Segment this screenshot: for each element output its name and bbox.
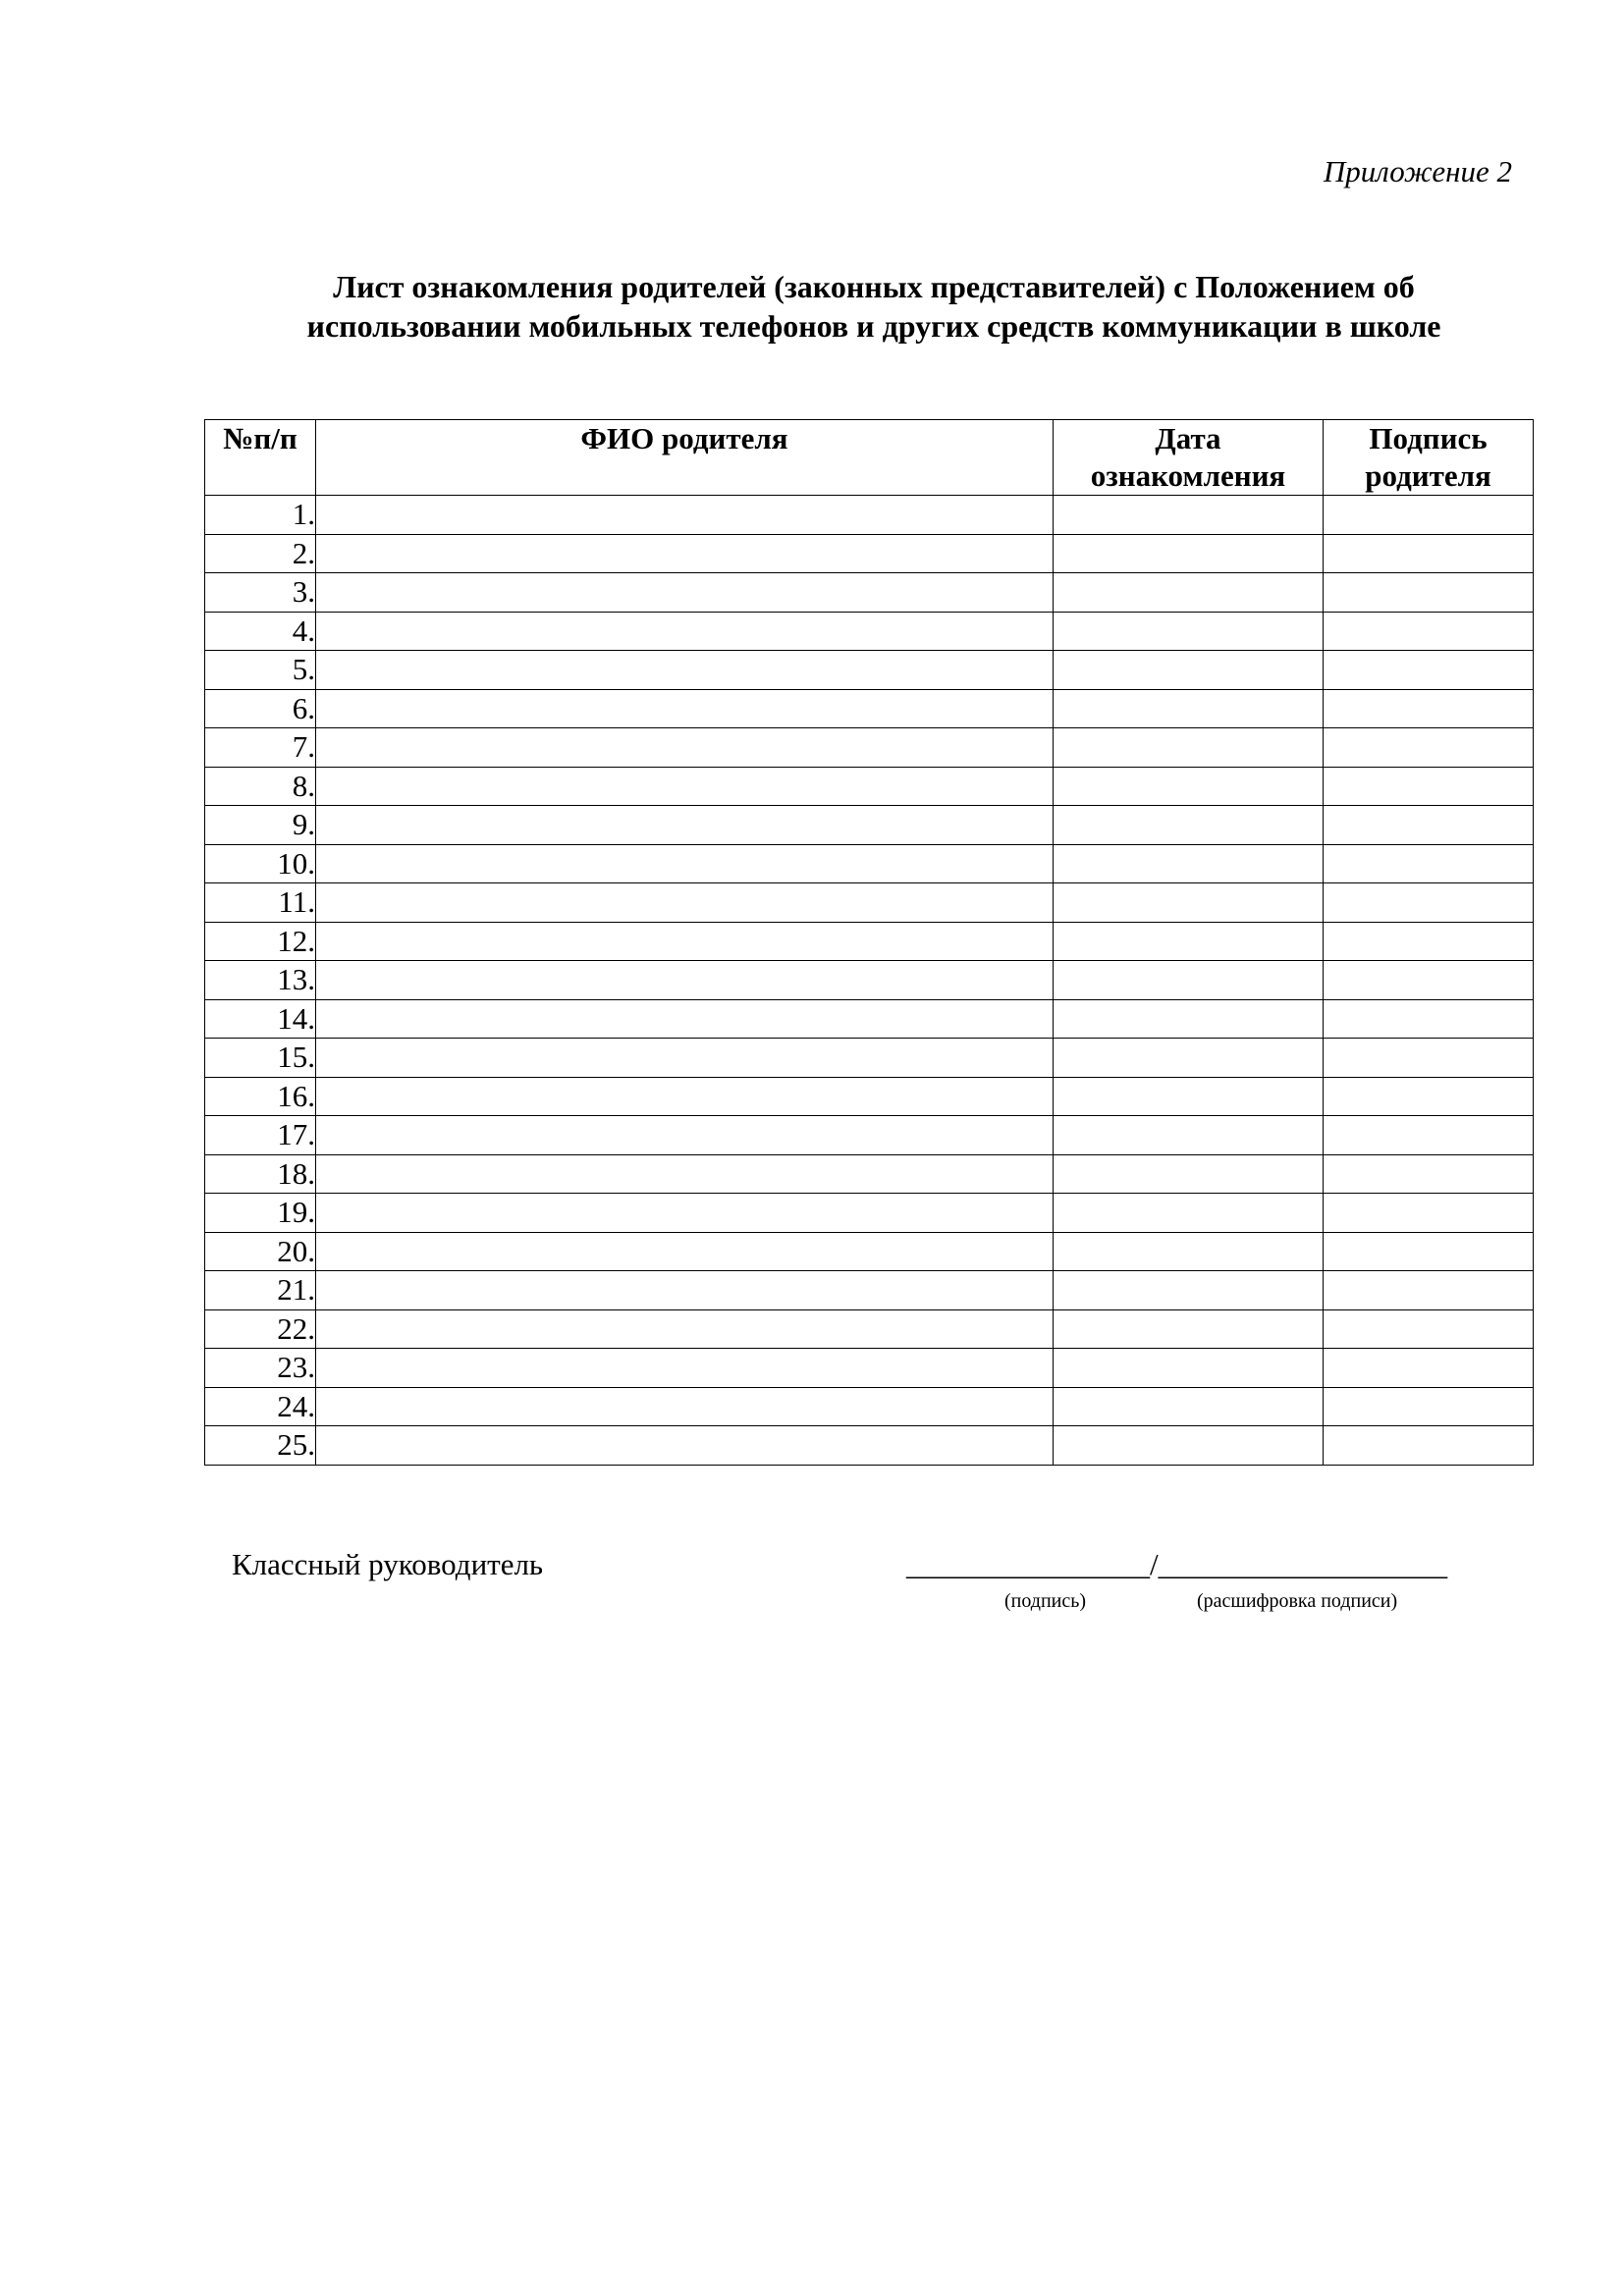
date-cell	[1054, 1349, 1324, 1388]
row-number: 18.	[205, 1154, 316, 1194]
signature-cell	[1324, 1309, 1534, 1349]
signature-cell	[1324, 844, 1534, 883]
row-number: 22.	[205, 1309, 316, 1349]
signature-cell	[1324, 767, 1534, 806]
row-number: 11.	[205, 883, 316, 923]
parent-name-cell	[316, 806, 1054, 845]
table-row	[205, 1039, 1534, 1078]
row-number: 6.	[205, 689, 316, 728]
row-number: 7.	[205, 728, 316, 768]
date-cell	[1054, 883, 1324, 923]
signature-cell	[1324, 1116, 1534, 1155]
date-cell	[1054, 767, 1324, 806]
date-cell	[1054, 496, 1324, 535]
table-row	[205, 1116, 1534, 1155]
signature-cell	[1324, 1426, 1534, 1466]
signature-cell	[1324, 1077, 1534, 1116]
parent-name-cell	[316, 651, 1054, 690]
parent-name-cell	[316, 1039, 1054, 1078]
date-cell	[1054, 999, 1324, 1039]
appendix-label: Приложение 2	[1323, 154, 1512, 188]
parent-name-cell	[316, 573, 1054, 613]
date-cell	[1054, 1194, 1324, 1233]
signature-cell	[1324, 1349, 1534, 1388]
table-row	[205, 1349, 1534, 1388]
signature-line: ________________/___________________	[906, 1547, 1448, 1581]
table-row	[205, 1077, 1534, 1116]
header-signature	[1324, 420, 1534, 496]
date-cell	[1054, 573, 1324, 613]
table-row	[205, 1271, 1534, 1310]
date-cell	[1054, 1309, 1324, 1349]
parent-name-cell	[316, 728, 1054, 768]
row-number: 14.	[205, 999, 316, 1039]
signature-cell	[1324, 1232, 1534, 1271]
table-row	[205, 651, 1534, 690]
date-cell	[1054, 689, 1324, 728]
parent-name-cell	[316, 1426, 1054, 1466]
signature-decode-hint: (расшифровка подписи)	[1197, 1590, 1398, 1612]
parent-name-cell	[316, 496, 1054, 535]
signature-hint: (подпись)	[1004, 1590, 1087, 1612]
signature-cell	[1324, 728, 1534, 768]
signature-cell	[1324, 612, 1534, 651]
date-cell	[1054, 1077, 1324, 1116]
table-row	[205, 961, 1534, 1000]
signature-cell	[1324, 496, 1534, 535]
parent-name-cell	[316, 534, 1054, 573]
parent-name-cell	[316, 1387, 1054, 1426]
signature-cell	[1324, 1387, 1534, 1426]
header-signature-line-1: Подпись	[1369, 421, 1488, 455]
date-cell	[1054, 1426, 1324, 1466]
date-cell	[1054, 1039, 1324, 1078]
header-signature-line-2: родителя	[1365, 458, 1491, 493]
table-row	[205, 1232, 1534, 1271]
signature-cell	[1324, 1154, 1534, 1194]
table-row	[205, 922, 1534, 961]
row-number: 8.	[205, 767, 316, 806]
row-number: 1.	[205, 496, 316, 535]
table-row	[205, 1387, 1534, 1426]
row-number: 3.	[205, 573, 316, 613]
table-row	[205, 999, 1534, 1039]
header-date-line-1: Дата	[1155, 421, 1221, 455]
signature-cell	[1324, 1039, 1534, 1078]
table-body	[205, 496, 1534, 1466]
row-number: 13.	[205, 961, 316, 1000]
document-title	[196, 267, 1551, 346]
acknowledgement-table	[204, 419, 1534, 1466]
parent-name-cell	[316, 844, 1054, 883]
date-cell	[1054, 1116, 1324, 1155]
date-cell	[1054, 1387, 1324, 1426]
parent-name-cell	[316, 999, 1054, 1039]
header-date	[1054, 420, 1324, 496]
signature-cell	[1324, 883, 1534, 923]
parent-name-cell	[316, 1232, 1054, 1271]
signature-cell	[1324, 534, 1534, 573]
parent-name-cell	[316, 922, 1054, 961]
header-number: №п/п	[205, 420, 316, 496]
signature-cell	[1324, 689, 1534, 728]
header-date-line-2: ознакомления	[1090, 458, 1286, 493]
table-row	[205, 496, 1534, 535]
table-row	[205, 612, 1534, 651]
row-number: 16.	[205, 1077, 316, 1116]
class-teacher-label: Классный руководитель	[232, 1547, 544, 1581]
parent-name-cell	[316, 961, 1054, 1000]
parent-name-cell	[316, 1309, 1054, 1349]
parent-name-cell	[316, 1077, 1054, 1116]
parent-name-cell	[316, 1194, 1054, 1233]
date-cell	[1054, 961, 1324, 1000]
signature-cell	[1324, 651, 1534, 690]
table-row	[205, 728, 1534, 768]
date-cell	[1054, 1271, 1324, 1310]
parent-name-cell	[316, 883, 1054, 923]
parent-name-cell	[316, 1116, 1054, 1155]
row-number: 2.	[205, 534, 316, 573]
row-number: 17.	[205, 1116, 316, 1155]
parent-name-cell	[316, 1349, 1054, 1388]
parent-name-cell	[316, 689, 1054, 728]
date-cell	[1054, 922, 1324, 961]
table-row	[205, 534, 1534, 573]
signature-cell	[1324, 1194, 1534, 1233]
row-number: 21.	[205, 1271, 316, 1310]
date-cell	[1054, 844, 1324, 883]
date-cell	[1054, 651, 1324, 690]
parent-name-cell	[316, 1271, 1054, 1310]
table-row	[205, 883, 1534, 923]
date-cell	[1054, 612, 1324, 651]
row-number: 12.	[205, 922, 316, 961]
row-number: 4.	[205, 612, 316, 651]
signature-cell	[1324, 961, 1534, 1000]
title-line-2: использовании мобильных телефонов и других средств коммуникации в школе	[306, 308, 1441, 344]
signature-cell	[1324, 922, 1534, 961]
table-row	[205, 689, 1534, 728]
date-cell	[1054, 1232, 1324, 1271]
table-row	[205, 1309, 1534, 1349]
row-number: 9.	[205, 806, 316, 845]
signature-cell	[1324, 1271, 1534, 1310]
table-header-row	[205, 420, 1534, 496]
table-row	[205, 1426, 1534, 1466]
row-number: 24.	[205, 1387, 316, 1426]
row-number: 23.	[205, 1349, 316, 1388]
row-number: 5.	[205, 651, 316, 690]
date-cell	[1054, 728, 1324, 768]
parent-name-cell	[316, 1154, 1054, 1194]
table-row	[205, 1154, 1534, 1194]
table-row	[205, 844, 1534, 883]
row-number: 15.	[205, 1039, 316, 1078]
signature-cell	[1324, 806, 1534, 845]
header-parent-name: ФИО родителя	[316, 420, 1054, 496]
row-number: 10.	[205, 844, 316, 883]
table-row	[205, 1194, 1534, 1233]
table-row	[205, 573, 1534, 613]
date-cell	[1054, 534, 1324, 573]
table-row	[205, 767, 1534, 806]
table-row	[205, 806, 1534, 845]
row-number: 25.	[205, 1426, 316, 1466]
signature-cell	[1324, 573, 1534, 613]
title-line-1: Лист ознакомления родителей (законных представителей) с Положением об	[333, 269, 1415, 304]
date-cell	[1054, 806, 1324, 845]
parent-name-cell	[316, 612, 1054, 651]
signature-cell	[1324, 999, 1534, 1039]
parent-name-cell	[316, 767, 1054, 806]
row-number: 19.	[205, 1194, 316, 1233]
date-cell	[1054, 1154, 1324, 1194]
row-number: 20.	[205, 1232, 316, 1271]
